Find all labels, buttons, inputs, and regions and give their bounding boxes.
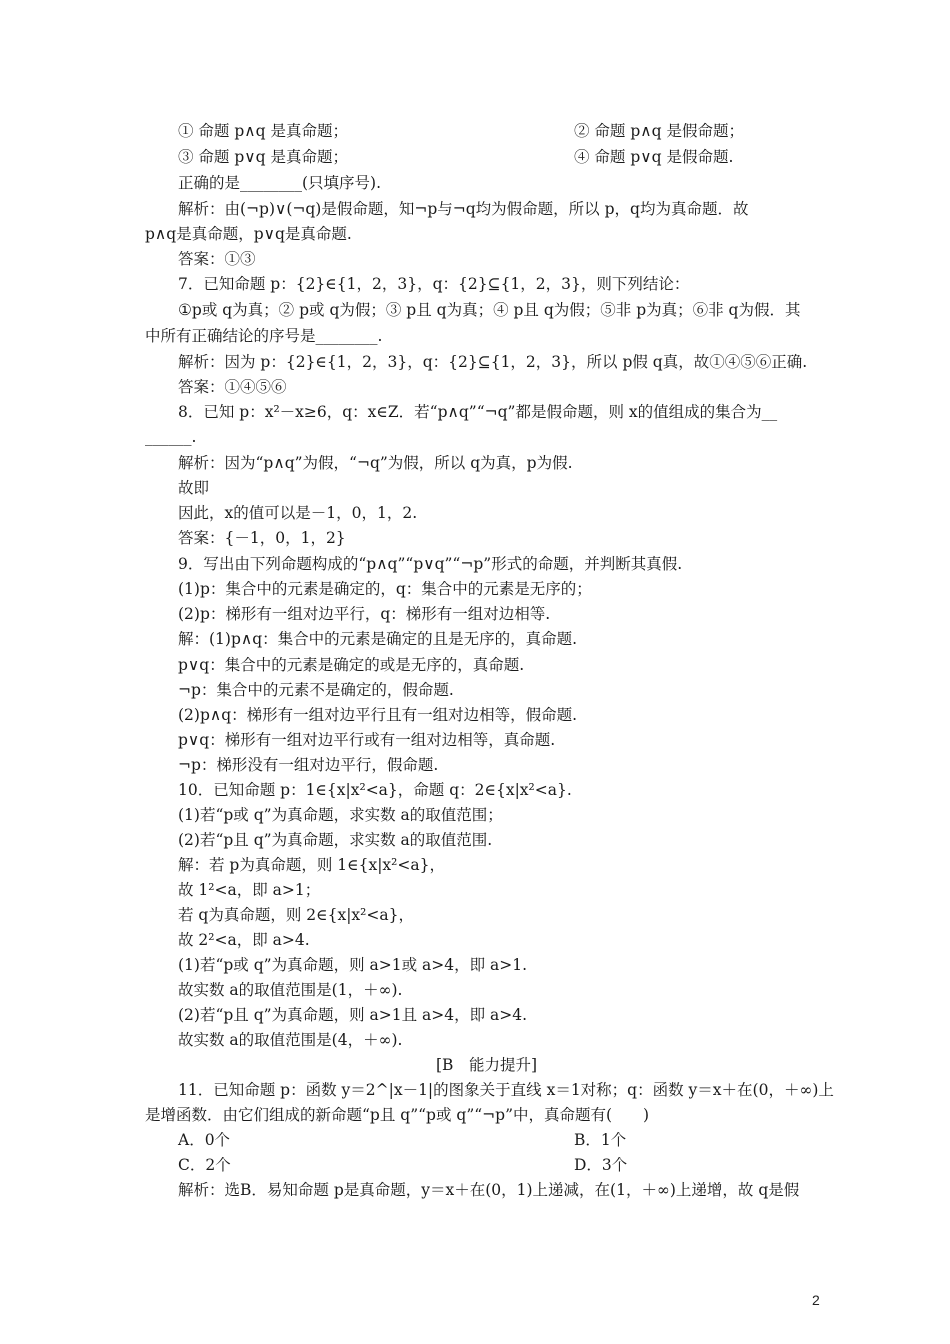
text-line: 11．已知命题 p：函数 y＝2^|x－1|的图象关于直线 x＝1对称；q：函数 y＝x＋在(0，＋∞)上 [178,1081,834,1099]
text-line: (1)p：集合中的元素是确定的，q：集合中的元素是无序的； [178,580,592,598]
text-line: 9．写出由下列命题构成的“p∧q”“p∨q”“¬p”形式的命题，并判断其真假. [178,555,683,573]
option-1: ① 命题 p∧q 是真命题； [178,122,348,140]
text-line: ¬p：集合中的元素不是确定的，假命题. [178,681,454,699]
text-line: p∨q：集合中的元素是确定的或是无序的，真命题. [178,656,525,674]
text-line: 是增函数．由它们组成的新命题“p且 q”“p或 q”“¬p”中，真命题有( ) [145,1106,650,1124]
text-line: 解析：因为 p：{2}∈{1，2，3}，q：{2}⊆{1，2，3}，所以 p假 q真，故①④⑤⑥正确. [178,353,808,371]
text-line: 因此，x的值可以是－1，0，1，2. [178,504,418,522]
option-3: ③ 命题 p∨q 是真命题； [178,148,348,166]
text-line: (2)p：梯形有一组对边平行，q：梯形有一组对边相等. [178,605,551,623]
text-line: 8．已知 p：x²－x≥6，q：x∈Z．若“p∧q”“¬q”都是假命题，则 x的值组成的集合为__ [178,403,778,421]
text-line: 故 2²<a，即 a>4. [178,931,310,949]
text-line: (1)若“p或 q”为真命题，求实数 a的取值范围； [178,806,503,824]
choice-d: D．3个 [574,1156,628,1174]
text-line: ①p或 q为真；② p或 q为假；③ p且 q为真；④ p且 q为假；⑤非 p为真；⑥非 q为假．其 [178,301,801,319]
text-line: 故即 [178,479,210,497]
text-line: 故实数 a的取值范围是(1，＋∞). [178,981,403,999]
text-line: 正确的是________(只填序号). [178,174,382,192]
text-line: 解析：因为“p∧q”为假，“¬q”为假，所以 q为真，p为假. [178,454,573,472]
text-line: (2)p∧q：梯形有一组对边平行且有一组对边相等，假命题. [178,706,578,724]
text-line: 答案：{－1，0，1，2} [178,529,346,547]
text-line: (2)若“p且 q”为真命题，则 a>1且 a>4，即 a>4. [178,1006,528,1024]
text-line: 答案：①④⑤⑥ [178,378,287,396]
text-line: p∨q：梯形有一组对边平行或有一组对边相等，真命题. [178,731,556,749]
option-2: ② 命题 p∧q 是假命题； [574,122,744,140]
text-line: 若 q为真命题，则 2∈{x|x²<a}， [178,906,414,924]
text-line: 解析：由(¬p)∨(¬q)是假命题，知¬p与¬q均为假命题，所以 p，q均为真命题．故 [178,200,749,218]
text-line: 10．已知命题 p：1∈{x|x²<a}，命题 q：2∈{x|x²<a}. [178,781,572,799]
option-4: ④ 命题 p∨q 是假命题. [574,148,734,166]
text-line: 解析：选B．易知命题 p是真命题，y＝x＋在(0，1)上递减，在(1，＋∞)上递增，故 q是假 [178,1181,800,1199]
text-line: p∧q是真命题，p∨q是真命题. [145,225,352,243]
text-line: 解：若 p为真命题，则 1∈{x|x²<a}， [178,856,445,874]
text-line: 中所有正确结论的序号是________. [145,327,383,345]
section-heading-line [0,1052,950,1078]
text-line: 答案：①③ [178,250,256,268]
text-line [0,1127,950,1153]
text-line: (2)若“p且 q”为真命题，求实数 a的取值范围. [178,831,493,849]
text-line: 故实数 a的取值范围是(4，＋∞). [178,1031,403,1049]
text-line [0,144,950,170]
text-line [0,1152,950,1178]
choice-a: A．0个 [178,1131,231,1149]
text-line: ______. [145,428,197,446]
text-line: 解：(1)p∧q：集合中的元素是确定的且是无序的，真命题. [178,630,578,648]
choice-c: C．2个 [178,1156,231,1174]
page-number: 2 [812,1292,820,1308]
text-line: ¬p：梯形没有一组对边平行，假命题. [178,756,439,774]
text-line: 7．已知命题 p：{2}∈{1，2，3}，q：{2}⊆{1，2，3}，则下列结论： [178,275,690,293]
choice-b: B．1个 [574,1131,627,1149]
text-line [0,118,950,144]
text-line: (1)若“p或 q”为真命题，则 a>1或 a>4，即 a>1. [178,956,528,974]
text-line: 故 1²<a，即 a>1； [178,881,321,899]
section-heading: [B 能力提升] [436,1056,537,1074]
